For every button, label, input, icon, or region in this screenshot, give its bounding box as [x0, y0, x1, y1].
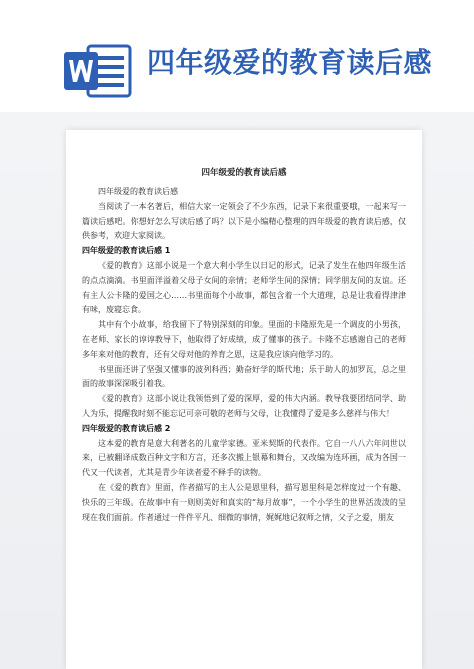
section-heading: 四年级爱的教育读后感 2	[82, 423, 171, 433]
document-page	[66, 130, 422, 669]
paragraph: 这本爱的教育是意大利著名的儿童学家德。亚米契斯的代表作。它自一八八六年问世以来，已被翻译成数百种文字和方言，还多次搬上银幕和舞台，又改编为连环画，成为各国一代又一代读者，尤其是青少年读者爱不释手的读物。	[82, 438, 406, 478]
page-title: 四年级爱的教育读后感	[147, 46, 433, 79]
document-title: 四年级爱的教育读后感	[201, 168, 287, 178]
header-banner	[0, 0, 474, 112]
paragraph: 《爱的教育》这部小说是一个意大利小学生以日记的形式，记录了发生在他四年级生活的点点滴滴。书里面洋溢着父母子女间的亲情；老师学生间的深情；同学朋友间的友谊。还有主人公卡隆的爱国之心……书里面每个小故事，都包含着一个大道理，总是让我看得津津有味，废寝忘食。	[82, 260, 406, 315]
word-document-icon	[62, 40, 132, 102]
paragraph: 书里面还讲了坚强又懂事的波列科西；勤奋好学的斯代地；乐于助人的加罗瓦，总之里面的故事深深吸引着我。	[82, 364, 406, 389]
paragraph: 四年级爱的教育读后感	[98, 187, 178, 196]
paragraph: 当阅读了一本名著后，相信大家一定领会了不少东西，记录下来很重要哦，一起来写一篇读后感吧。你想好怎么写读后感了吗？以下是小编精心整理的四年级爱的教育读后感，仅供参考，欢迎大家阅读。	[82, 201, 406, 241]
paragraph: 《爱的教育》这部小说让我领悟到了爱的深厚，爱的伟大内涵。教导我要团结同学、助人为乐，提醒我时刻不能忘记可亲可敬的老师与父母，让我懂得了爱是多么慈祥与伟大！	[82, 394, 406, 418]
paragraph: 其中有个小故事，给我留下了特别深刻的印象。里面的卡隆原先是一个调皮的小男孩，在老师、家长的谆谆教导下，他取得了好成绩，成了懂事的孩子。卡隆不忘感谢自己的老师多年来对他的教育，还有父母对他的养育之恩，这是我应该向他学习的。	[82, 320, 406, 359]
document-body	[82, 185, 406, 525]
section-heading: 四年级爱的教育读后感 1	[82, 246, 171, 256]
paragraph: 在《爱的教育》里面，作者描写的主人公是恩里科，描写恩里科是怎样度过一个有趣、快乐的三年级。在故事中有一则则美好和真实的“每月故事”，一个小学生的世界活泼泼的呈现在我们面前。作者通过一件件平凡、细微的事情，娓娓地记叙师之情，父子之爱，朋友	[82, 482, 406, 522]
